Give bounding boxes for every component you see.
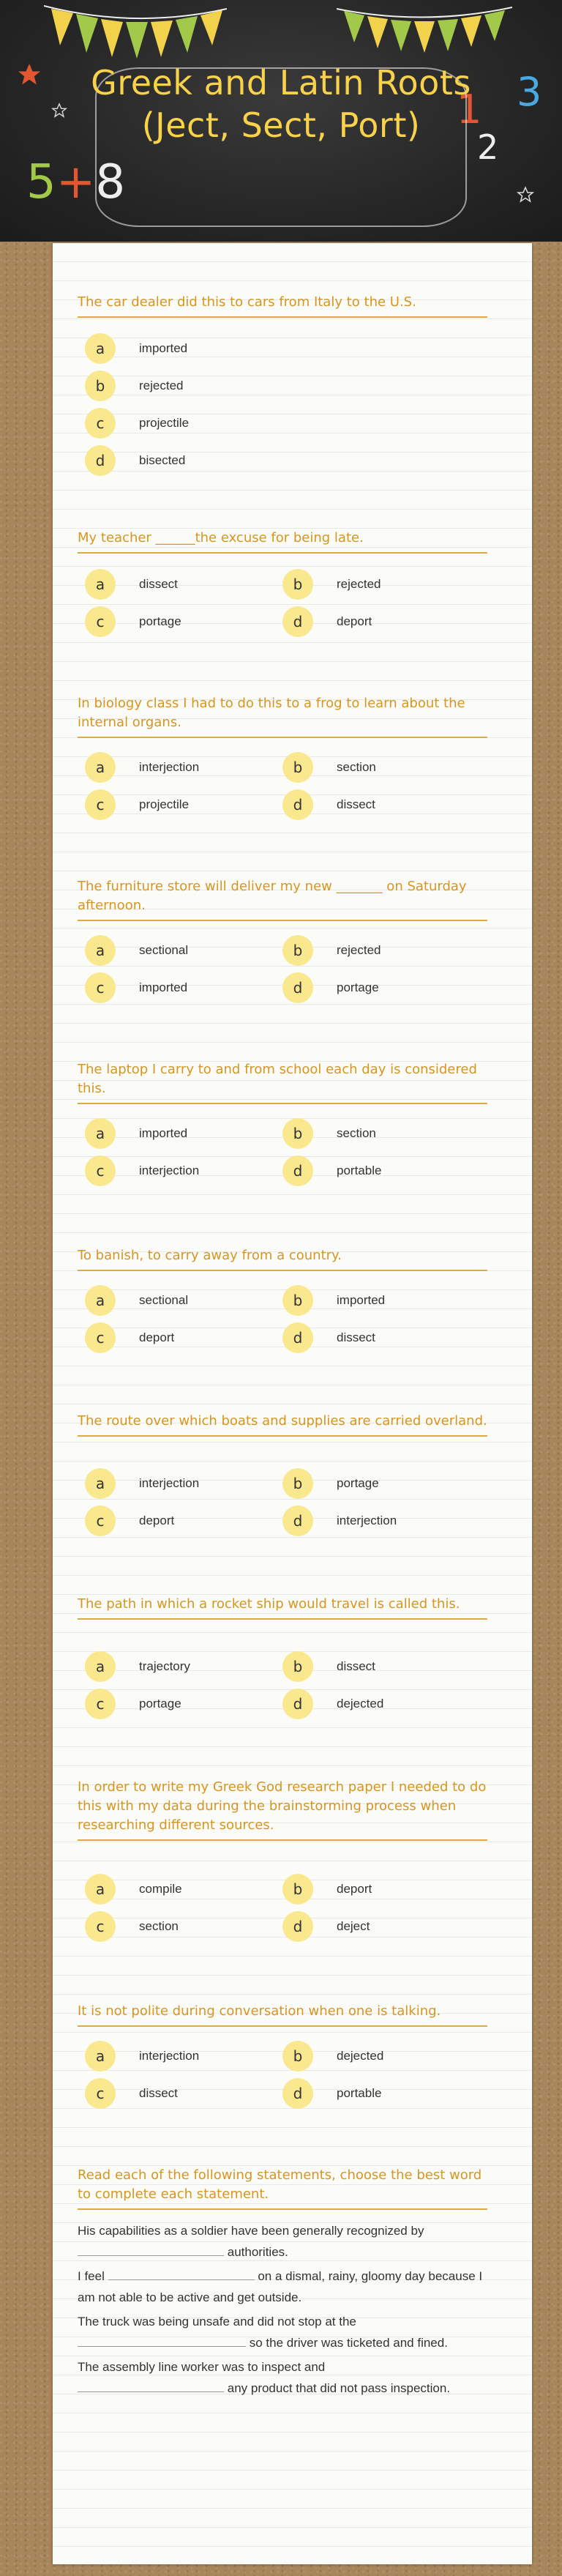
option-b[interactable]	[282, 1286, 385, 1315]
option-letter: c	[85, 1155, 116, 1186]
option-text: portage	[139, 1697, 181, 1710]
option-c[interactable]	[85, 1323, 174, 1352]
option-a[interactable]	[85, 936, 188, 965]
option-text: interjection	[139, 1164, 200, 1177]
option-text: trajectory	[139, 1659, 190, 1673]
option-text: deport	[139, 1330, 175, 1344]
statement-1	[78, 2220, 487, 2263]
option-d[interactable]	[282, 973, 379, 1002]
option-c[interactable]	[85, 2079, 178, 2108]
option-text: rejected	[139, 379, 184, 392]
question-6	[78, 1246, 487, 1271]
option-letter: d	[85, 445, 116, 476]
statement-text: on a dismal, rainy, gloomy day because I am not able to be active and get outside.	[78, 2269, 483, 2304]
option-text: portage	[139, 614, 181, 628]
option-c[interactable]	[85, 790, 189, 819]
option-text: imported	[139, 1126, 188, 1140]
option-text: portable	[337, 1164, 382, 1177]
option-letter: b	[282, 1874, 313, 1905]
question-2	[78, 529, 487, 554]
option-text: imported	[139, 341, 188, 355]
statement-text: any product that did not pass inspection.	[227, 2381, 451, 2395]
option-letter: a	[85, 333, 116, 364]
option-d[interactable]	[282, 607, 372, 636]
option-letter: c	[85, 1689, 116, 1719]
option-text: bisected	[139, 453, 186, 467]
option-text: dissect	[337, 1659, 375, 1673]
statement-text: authorities.	[227, 2245, 288, 2259]
option-letter: b	[282, 569, 313, 600]
option-c[interactable]	[85, 973, 187, 1002]
statement-text: I feel	[78, 2269, 105, 2283]
option-b[interactable]	[282, 936, 381, 965]
statement-2	[78, 2266, 487, 2308]
option-text: projectile	[139, 797, 190, 811]
option-text: dissect	[337, 797, 375, 811]
option-a[interactable]	[85, 1469, 199, 1498]
statement-4	[78, 2356, 487, 2399]
option-text: section	[337, 760, 376, 774]
statement-text: The assembly line worker was to inspect and	[78, 2360, 326, 2374]
question-text: The laptop I carry to and from school each day is considered this.	[78, 1060, 487, 1104]
option-text: deport	[337, 1882, 372, 1896]
option-b[interactable]	[282, 1119, 376, 1148]
option-letter: c	[85, 408, 116, 439]
option-letter: a	[85, 2041, 116, 2071]
fill-in-instructions	[78, 2166, 487, 2210]
option-letter: a	[85, 1651, 116, 1682]
option-text: deject	[337, 1919, 370, 1933]
answer-blank[interactable]	[78, 2334, 246, 2347]
option-text: dissect	[337, 1330, 375, 1344]
option-a[interactable]	[85, 1652, 190, 1681]
option-c[interactable]	[85, 607, 181, 636]
option-text: dissect	[139, 577, 178, 591]
option-b[interactable]	[282, 1469, 379, 1498]
option-letter: d	[282, 1505, 313, 1536]
option-letter: b	[282, 1468, 313, 1499]
option-text: imported	[139, 980, 188, 994]
option-b[interactable]	[282, 1875, 372, 1904]
option-letter: d	[282, 1155, 313, 1186]
option-letter: c	[85, 972, 116, 1003]
option-d[interactable]	[282, 1156, 381, 1185]
option-d[interactable]	[282, 790, 375, 819]
chalkboard-header	[0, 0, 562, 242]
question-7	[78, 1412, 487, 1437]
option-text: portable	[337, 2086, 382, 2100]
option-text: rejected	[337, 577, 381, 591]
option-text: section	[139, 1919, 179, 1933]
option-a[interactable]	[85, 753, 199, 782]
option-letter: a	[85, 1468, 116, 1499]
question-8	[78, 1595, 487, 1620]
option-c[interactable]	[85, 1912, 179, 1941]
instruction-text: Read each of the following statements, choose the best word to complete each statement.	[78, 2166, 487, 2210]
answer-blank[interactable]	[108, 2268, 255, 2280]
option-letter: a	[85, 569, 116, 600]
option-text: dejected	[337, 1697, 384, 1710]
math-doodle: 5+8	[26, 155, 126, 209]
option-letter: a	[85, 1285, 116, 1316]
option-letter: b	[85, 371, 116, 401]
option-letter: a	[85, 935, 116, 966]
option-letter: d	[282, 789, 313, 820]
question-5	[78, 1060, 487, 1104]
option-a[interactable]	[85, 1875, 182, 1904]
star-icon	[16, 62, 42, 91]
option-letter: c	[85, 606, 116, 637]
question-3	[78, 694, 487, 738]
option-text: interjection	[139, 1476, 200, 1490]
option-d[interactable]	[282, 2079, 381, 2108]
question-4	[78, 877, 487, 921]
option-letter: b	[282, 1285, 313, 1316]
option-letter: b	[282, 2041, 313, 2071]
bunting-right	[337, 0, 512, 59]
option-letter: d	[282, 1689, 313, 1719]
notebook-paper	[53, 243, 532, 2564]
question-text: The car dealer did this to cars from Italy to the U.S.	[78, 293, 487, 318]
statement-text: The truck was being unsafe and did not stop at the	[78, 2315, 356, 2329]
option-d[interactable]	[282, 1912, 370, 1941]
statement-text: His capabilities as a soldier have been generally recognized by	[78, 2224, 424, 2238]
option-d[interactable]	[282, 1506, 397, 1535]
option-b[interactable]	[85, 371, 183, 401]
option-a[interactable]	[85, 1286, 188, 1315]
option-letter: b	[282, 1651, 313, 1682]
question-text: To banish, to carry away from a country.	[78, 1246, 487, 1271]
option-d[interactable]	[282, 1689, 383, 1719]
option-letter: d	[282, 606, 313, 637]
option-letter: c	[85, 1322, 116, 1353]
option-d[interactable]	[85, 446, 185, 475]
question-10	[78, 2002, 487, 2027]
option-letter: a	[85, 1118, 116, 1149]
question-text: The furniture store will deliver my new _______ on Saturday afternoon.	[78, 877, 487, 921]
fill-in-statements	[78, 2220, 487, 2399]
statement-3	[78, 2311, 487, 2353]
page-title: Greek and Latin Roots (Ject, Sect, Port)	[91, 63, 471, 145]
option-text: portage	[337, 1476, 379, 1490]
option-a[interactable]	[85, 570, 178, 599]
bunting-left	[44, 0, 227, 66]
question-1	[78, 293, 487, 318]
option-letter: c	[85, 2078, 116, 2109]
option-letter: c	[85, 1911, 116, 1942]
option-letter: a	[85, 752, 116, 783]
question-text: In order to write my Greek God research paper I needed to do this with my data during the brainstorming process when researching different sources.	[78, 1778, 487, 1841]
option-text: imported	[337, 1293, 386, 1307]
question-text: In biology class I had to do this to a frog to learn about the internal organs.	[78, 694, 487, 738]
number-two: 2	[477, 127, 499, 167]
question-text: My teacher ______the excuse for being late.	[78, 529, 487, 554]
option-letter: a	[85, 1874, 116, 1905]
option-a[interactable]	[85, 2041, 199, 2071]
option-text: deport	[139, 1514, 175, 1527]
option-b[interactable]	[282, 2041, 383, 2071]
option-text: interjection	[139, 2049, 200, 2063]
option-letter: b	[282, 1118, 313, 1149]
statement-text: so the driver was ticketed and fined.	[249, 2336, 448, 2350]
question-9	[78, 1778, 487, 1841]
number-one: 1	[457, 86, 482, 133]
option-letter: d	[282, 1911, 313, 1942]
option-b[interactable]	[282, 570, 381, 599]
question-text: It is not polite during conversation when one is talking.	[78, 2002, 487, 2027]
option-text: compile	[139, 1882, 182, 1896]
answer-blank[interactable]	[78, 2244, 224, 2256]
star-outline-icon	[517, 186, 534, 206]
option-b[interactable]	[282, 753, 376, 782]
option-c[interactable]	[85, 1156, 199, 1185]
option-letter: c	[85, 1505, 116, 1536]
option-text: interjection	[337, 1514, 397, 1527]
option-text: projectile	[139, 416, 190, 430]
option-text: interjection	[139, 760, 200, 774]
option-text: rejected	[337, 943, 381, 957]
option-letter: b	[282, 935, 313, 966]
option-text: sectional	[139, 1293, 189, 1307]
answer-blank[interactable]	[78, 2380, 224, 2392]
option-d[interactable]	[282, 1323, 375, 1352]
option-a[interactable]	[85, 334, 187, 363]
option-text: sectional	[139, 943, 189, 957]
option-text: dissect	[139, 2086, 178, 2100]
option-c[interactable]	[85, 1506, 174, 1535]
option-text: dejected	[337, 2049, 384, 2063]
option-letter: c	[85, 789, 116, 820]
option-c[interactable]	[85, 409, 189, 438]
option-a[interactable]	[85, 1119, 187, 1148]
option-c[interactable]	[85, 1689, 181, 1719]
option-letter: d	[282, 2078, 313, 2109]
option-text: section	[337, 1126, 376, 1140]
option-b[interactable]	[282, 1652, 375, 1681]
question-text: The path in which a rocket ship would travel is called this.	[78, 1595, 487, 1620]
option-letter: b	[282, 752, 313, 783]
option-letter: d	[282, 972, 313, 1003]
option-text: deport	[337, 614, 372, 628]
star-outline-icon	[51, 103, 67, 122]
question-text: The route over which boats and supplies are carried overland.	[78, 1412, 487, 1437]
option-text: portage	[337, 980, 379, 994]
number-three: 3	[517, 69, 542, 115]
option-letter: d	[282, 1322, 313, 1353]
